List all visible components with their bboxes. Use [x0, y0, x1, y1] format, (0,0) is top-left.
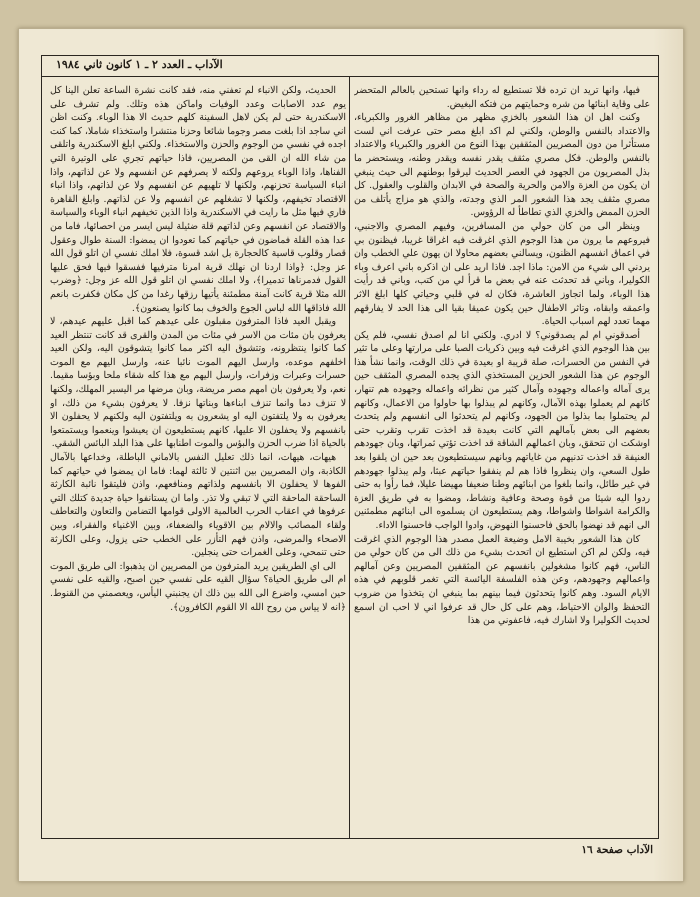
magazine-page	[18, 28, 684, 882]
column-divider	[349, 76, 350, 838]
right-column	[354, 84, 650, 828]
paragraph: أصدقوني ام لم يصدقوني؟ لا ادري. ولكني انا لم اصدق نفسي، فلم يكن بين هذا الوجوم الذي اغرقت فيه وبين ذكريات الصبا على مرارتها وعلى ما تثير في النفس من الحسرات، صلة قريبة او بعيدة في ذلك الوقت، وانما نشأ هذا الوجوم عن هذا الشعور الحزين المستخذي الذي يجده المصري المثقف حين يرى آماله واعماله وجهوده وآمال كثير من نظرائه واعماله وجهوده هم تنهار، كانهم لم يعملوا بهذه الآمال، وكانهم لم يبذلوا بها حاولوا من الاعمال، وكانهم لم يحتملوا بما بذلوا من الجهود، وكانهم لم يتحدثوا الى انفسهم ولم يتحدث بعضهم الى بعض بآمالهم التي كانت بعيدة قد اخذت تقرب وتقرب حتى اوشكت ان تتحقق، وبان اعمالهم الشاقة قد اخذت تؤتي ثمراتها، وبان جهودهم العنيفة قد اخذت تدنيهم من غاياتهم وبانهم سيستطيعون بعد حين ان يلقوا بعد طول السعي، وان ينظروا فاذا هم لم ينفقوا حياتهم عبثا، ولم يبذلوا جهودهم في غير طائل، وانما بلغوا من ابنائهم وطنا ضعيفا مهيضا عليلا، فما رأوا به حتى ردوا اليه شيئا من قوة وصحة وعافية ونشاط، ومضوا به في طريق العزة والكرامة اشواطا واشواطا، وهم يستطيعون ان يسلموه الى ابنائهم مطمئنين الى انهم قد نهضوا بالحق فاحسنوا النهوض، وادوا الواجب فاحسنوا الاداء.	[354, 329, 650, 531]
left-column	[50, 84, 346, 828]
running-head-text: الآداب ـ العدد ٢ ـ ١ كانون ثاني ١٩٨٤	[56, 58, 223, 71]
paragraph: فيها، وانها تريد ان ترده فلا تستطيع له رداء وانها تستحين بالعالم المتحضر على وقاية ابنائها من شره وحمايتهم من فتكه البغيض.	[354, 85, 650, 110]
page-frame	[41, 55, 659, 839]
paragraph: وكنت اهل ان هذا الشعور بالخزي مظهر من مظاهر الغرور والكبرياء، والاعتداد بالنفس والوطن، ولكني لم اكد ابلغ مصر حتى عرفت اني لست مستأثرا من دون المصريين المثقفين بهذا النوع من الغرور والكبرياء والاعتداد بالنفس والوطن. فكل مصري مثقف يقدر نفسه ويقدر وطنه، ويستحضر ما بذل المصريون من الجهود في العصر الحديث ليرقوا بوطنهم الى حيث ينبغي ان يكون من العزة والامن والحرية والصحة في الابدان والقلوب والعقول. كل مصري مثقف يجد هذا الشعور المر الذي وجدته، والذي هو مزاج يأتلف من الحزن الممض والخزي الذي تطاطأ له الرؤوس.	[354, 112, 650, 219]
paragraph: كان هذا الشعور بخيبة الامل وضيعة العمل مصدر هذا الوجوم الذي اغرقت فيه، ولكن لم اكن استطيع ان اتحدث بشيء من ذلك الى من كان حولي من الناس، فهم كانوا مشغولين بانفسهم عن المثقفين المصريين وعن آمالهم واعمالهم وجهودهم، وعن هذه الفلسفة اليائسة التي تغمر قلوبهم في هذه الايام السود. وهم كانوا يتحدثون فيما بينهم بما ينبغي ان يتخذوا من ضروب التحفظ والوان الاحتياط، وهم على كل حال قد عرفوا اني لا احب ان اسمع لحديث الكوليرا ولا اشارك فيه، فاعفوني من هذا	[354, 533, 650, 627]
paragraph: وينظر الى من كان حولي من المسافرين، وفيهم المصري والاجنبي، فيروعهم ما يرون من هذا الوجوم الذي اغرقت فيه اغراقا غريبا، فيظنون بي في اعماق انفسهم الظنون، ويسالني بعضهم محاولا ان يهون علي الخطب وان يردني الى شيء من الامن: ماذا اجد. فاذا اريد على ان اذكره باني اعرف وباء الكوليرا، وباني قد تحدثت عنه في بعض ما قرأ لي من كتب، وباني قد رأيت هذا الوباء، ولما اتجاوز العاشرة، فكان له في قلبي وحياتي كلها ابلغ الاثر واعمقه وابقاه، وتاثر الاطفال حين يكون عميقا بقيا الى هذا الحد لا يفارقهم مهما تعدد لهم اسباب الحياة.	[354, 220, 650, 328]
paragraph: هيهات، هيهات، انما ذلك تعليل النفس بالاماني الباطلة، وخداعها بالآمال الكاذبة، وان المصريين بين اثنتين لا ثالثة لهما: فاما ان يمضوا في حياتهم كما الفوها لا يحفلون الا بانفسهم ولذاتهم ومنافعهم، واذن فليتقوا نائبة الكارثة الساحقة الماحقة التي لا تبقي ولا تذر. واما ان يستانفوا حياة جديدة كتلك التي عرفوها في اعقاب الحرب العالمية الاولى قوامها التضامن والتعاون والتعاطف ولقاء المصائب والالام بين الاقوياء والضعفاء، وبين الاغنياء والفقراء، وبين الاصحاء والمرضى، واذن فهم التأزر على الخطب حتى يزول، وعلى الكارثة حتى تنمحي، وعلى الغمرات حتى ينجلين.	[50, 452, 346, 559]
page-footer	[41, 844, 657, 856]
paragraph: الى اي الطريقين يريد المترفون من المصريين ان يذهبوا: الى طريق الموت ام الى طريق الحياة؟ سؤال القيه على نفسي حين اصبح، والقيه على نفسي حين امسي، واضرع الى الله بين ذلك ان يجنبني اليأس، ويعصمني من القنوط. ﴿انه لا يياس من روح الله الا القوم الكافرون﴾.	[50, 560, 346, 613]
paragraph: ويقبل العيد فاذا المترفون مقبلون على عيدهم كما اقبل عليهم عيدهم، لا يعرفون بان مئات من الاسر في مئات من المدن والقرى قد كانت تنتظر العيد كما كانوا ينتظرونه، وتتشوق اليه اكثر مما كانوا يتشوقون اليه، ولكن العيد اخلفهم موعده، وارسل اليهم الموت نائبا عنه، وارسل اليهم مع الموت حسرات وعبرات وزفرات، وارسل اليهم مع هذا كله شقاء ملحا وبؤسا مقيما. نعم، ولا يعرفون بان امهم مصر مريضة، وبان مرضها مر اليسير المهلك، ولكنها لا تنزف دما وانما تنزف ابناءها وبناتها نزفا. لا يعرفون بشيء من ذلك، او يعرفون به ولا يلتفتون اليه او يشعرون به ويلتفتون اليه ولكنهم لا يحفلون الا بانفسهم ولا يحفلون الا عليها، كانهم يستطيعون ان يعيشوا وينعموا ويستمتعوا بالحياة اذا ضرب الحزن والبؤس والموت اطنابها على هذا البلد البائس الشقي.	[50, 316, 346, 450]
paragraph: الحديث، ولكن الانباء لم تعفني منه، فقد كانت نشرة الساعة تعلن الينا كل يوم عدد الاصابات وعدد الوفيات واماكن هذه وتلك. ولم تشرف على الاسكندرية حتى لم يكن لاهل السفينة كلهم حديث الا هذا الوباء. وكنت اظن اني ساجد اذا بلغت مصر وجوما شائعا وحزنا منتشرا واستخذاء شاملا، كما كنت اجده في نفسي من الوجوم والحزن والاستخذاء. ولكني ابلغ الاسكندرية واتلقى من شاء الله ان القى من المصريين، فاذا حياتهم تجري على الوتيرة التي الفناها، واذا الوباء يروعهم ولكنه لا يصرفهم عن انفسهم ولا عن لذاتهم، واذا انباء السياسة تحزنهم، ولكنها لا تلهيهم عن انفسهم ولا عن لذاتهم، واذا انباء الاقتصاد تخيفهم، ولكنها لا تشغلهم عن انفسهم ولا عن لذاتهم. وابلغ القاهرة فاري فيها مثل ما رايت في الاسكندرية واذا الذين تخيفهم انباء الوباء والسياسة والاقتصاد عن انفسهم وعن لذاتهم قلة ضئيلة ليس ايسر من احصائها، فاما من عدا هذه القلة فماضون في حياتهم كما تعودوا ان يمضوا: السنة طوال وعقول قصار وقلوب قاسية كالحجارة بل اشد قسوة، فلا املك نفسي ان اتلو قول الله عز وجل: ﴿واذا اردنا ان نهلك قرية امرنا مترفيها ففسقوا فيها فحق عليها القول فدمرناها تدميرا﴾، ولا املك نفسي ان اتلو قول الله عز وجل: ﴿وضرب الله مثلا قرية كانت آمنة مطمئنة يأتيها رزقها رغدا من كل مكان فكفرت بانعم الله فاذاقها الله لباس الجوع والخوف بما كانوا يصنعون﴾.	[50, 85, 346, 314]
page-number-label: الآداب صفحة ١٦	[581, 844, 653, 856]
running-header	[42, 56, 658, 77]
